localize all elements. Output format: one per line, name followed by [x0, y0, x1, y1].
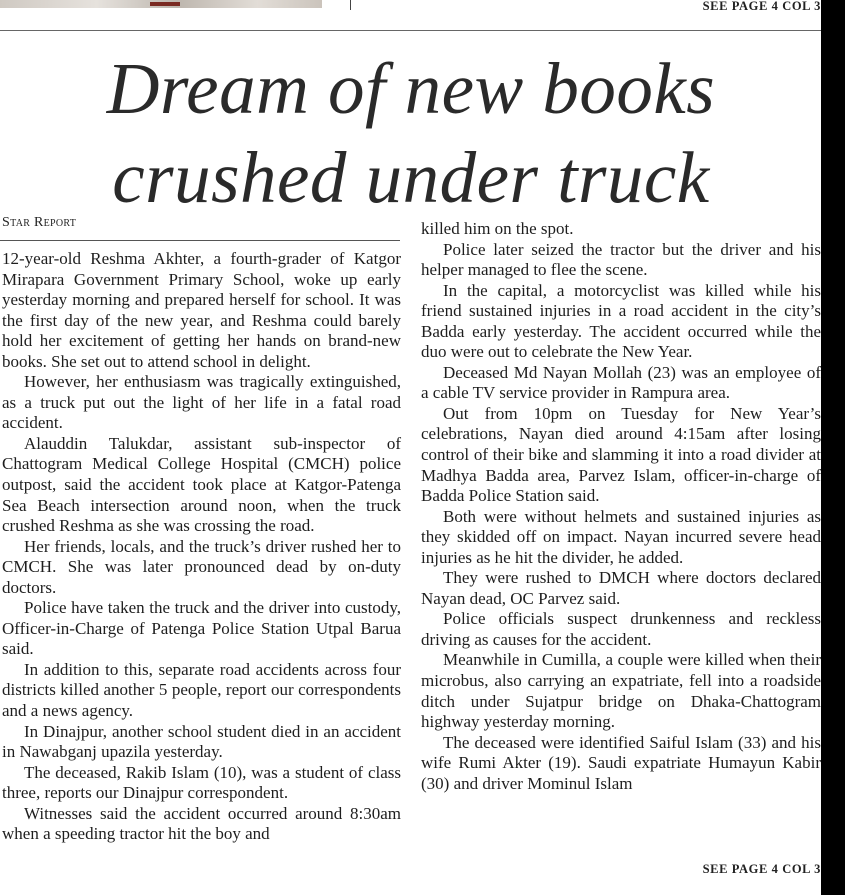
- paragraph: 12-year-old Reshma Akhter, a fourth-grader of Katgor Mirapara Government Primary School, woke up early yesterday morning and prepared herself for school. It was the first day of the new year, and Reshma could barely hold her excitement of getting her hands on brand-new books. She set out to attend school in delight.: [2, 249, 401, 371]
- paragraph: Meanwhile in Cumilla, a couple were killed when their microbus, also carrying an expatriate, fell into a roadside ditch under Sujatpur bridge on Dhaka-Chattogram highway yesterday morning.: [421, 650, 821, 732]
- paragraph: Police officials suspect drunkenness and reckless driving as causes for the accident.: [421, 609, 821, 649]
- paragraph: Witnesses said the accident occurred around 8:30am when a speeding tractor hit the boy and: [2, 803, 401, 844]
- paragraph: Police later seized the tractor but the driver and his helper managed to flee the scene.: [421, 239, 821, 280]
- paragraph: In the capital, a motorcyclist was killed while his friend sustained injuries in a road accident in the city’s Badda early yesterday. The accident occurred while the duo were out to celebrate the New Year.: [421, 280, 821, 362]
- page-edge-shadow: [821, 0, 845, 895]
- headline: [0, 44, 822, 222]
- paragraph: Out from 10pm on Tuesday for New Year’s celebrations, Nayan died around 4:15am after losing control of their bike and slamming it into a road divider at Madhya Badda area, Parvez Islam, officer-in-charge of Badda Police Station said.: [421, 403, 821, 506]
- headline-line-2: crushed under truck: [112, 137, 710, 218]
- bottom-jump-reference: SEE PAGE 4 COL 3: [702, 862, 821, 876]
- article-column-left: [2, 249, 401, 845]
- paragraph: Police have taken the truck and the driver into custody, Officer-in-Charge of Patenga Police Station Utpal Barua said.: [2, 598, 401, 659]
- byline-rule: [0, 240, 400, 241]
- paragraph: Both were without helmets and sustained injuries as they skidded off on impact. Nayan incurred severe head injuries as he hit the divider, he added.: [421, 506, 821, 567]
- paragraph: The deceased, Rakib Islam (10), was a student of class three, reports our Dinajpur correspondent.: [2, 762, 401, 803]
- paragraph: They were rushed to DMCH where doctors declared Nayan dead, OC Parvez said.: [421, 568, 821, 608]
- paragraph: Deceased Md Nayan Mollah (23) was an employee of a cable TV service provider in Rampura area.: [421, 362, 821, 403]
- paragraph: Her friends, locals, and the truck’s driver rushed her to CMCH. She was later pronounced dead by on-duty doctors.: [2, 536, 401, 597]
- headline-line-1: Dream of new books: [106, 48, 716, 129]
- article-column-right: [421, 219, 821, 794]
- paragraph: In addition to this, separate road accidents across four districts killed another 5 people, report our correspondents and a news agency.: [2, 659, 401, 721]
- column-divider-tick: [350, 0, 351, 10]
- paragraph: In Dinajpur, another school student died in an accident in Nawabganj upazila yesterday.: [2, 721, 401, 762]
- top-photo-strip: [0, 0, 322, 8]
- section-rule: [0, 30, 822, 31]
- paragraph: However, her enthusiasm was tragically extinguished, as a truck put out the light of her life in a fatal road accident.: [2, 372, 401, 433]
- byline: Star Report: [2, 215, 77, 230]
- top-jump-reference: SEE PAGE 4 COL 3: [702, 0, 821, 13]
- paragraph-continued: killed him on the spot.: [421, 219, 574, 238]
- paragraph: Alauddin Talukdar, assistant sub-inspector of Chattogram Medical College Hospital (CMCH) police outpost, said the accident took place at Katgor-Patenga Sea Beach intersection around noon, when the truck crushed Reshma as she was crossing the road.: [2, 433, 401, 536]
- paragraph: The deceased were identified Saiful Islam (33) and his wife Rumi Akter (19). Saudi expatriate Humayun Kabir (30) and driver Mominul Islam: [421, 732, 821, 793]
